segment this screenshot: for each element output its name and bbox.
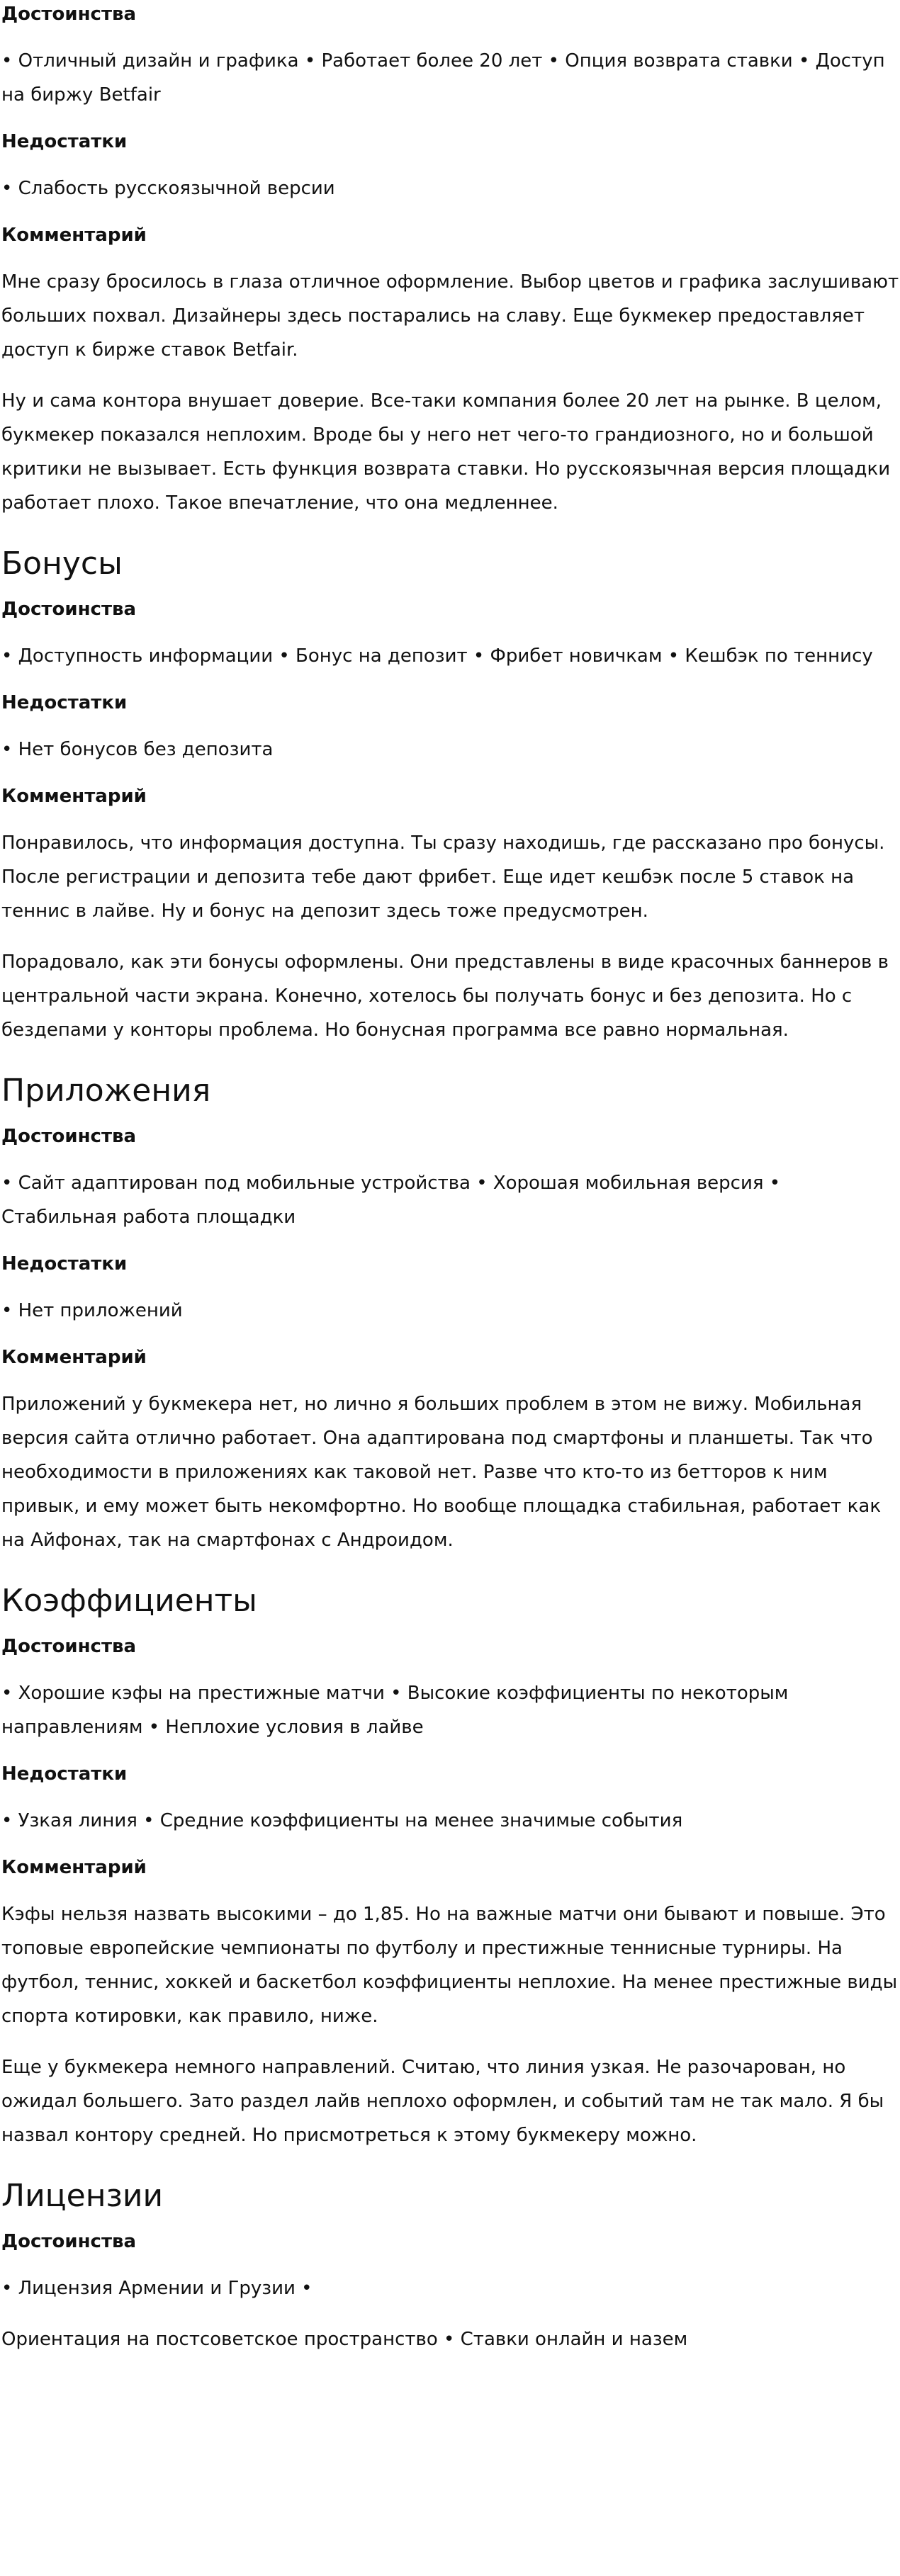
section-bonuses	[1, 544, 900, 1047]
comment-paragraph: Ну и сама контора внушает доверие. Все-таки компания более 20 лет на рынке. В целом, букмекер показался неплохим. Вроде бы у него нет чего-то грандиозного, но и большой критики не вызывает. Есть функция возврата ставки. Но русскоязычная версия площадки работает плохо. Такое впечатление, что она медленнее.	[1, 390, 891, 514]
section-title: Коэффициенты	[1, 1583, 257, 1619]
pros-text: • Сайт адаптирован под мобильные устройства • Хорошая мобильная версия • Стабильная работа площадки	[1, 1173, 781, 1228]
comment-paragraph: Понравилось, что информация доступна. Ты сразу находишь, где рассказано про бонусы. После регистрации и депозита тебе дают фрибет. Еще идет кешбэк после 5 ставок на теннис в лайве. Ну и бонус на депозит здесь тоже предусмотрен.	[1, 832, 885, 922]
comment-paragraph: Приложений у букмекера нет, но лично я больших проблем в этом не вижу. Мобильная версия сайта отлично работает. Она адаптирована под смартфоны и планшеты. Так что необходимости в приложениях как таковой нет. Разве что кто-то из бетторов к ним привык, и ему может быть некомфортно. Но вообще площадка стабильная, работает как на Айфонах, так на смартфонах с Андроидом.	[1, 1394, 882, 1551]
pros-heading: Достоинства	[1, 1126, 137, 1147]
comment-heading: Комментарий	[1, 225, 147, 246]
review-document	[0, 1, 900, 2356]
cons-text: • Нет бонусов без депозита	[1, 739, 274, 760]
pros-heading: Достоинства	[1, 2231, 137, 2252]
section-odds	[1, 1581, 900, 2152]
pros-text: • Доступность информации • Бонус на депозит • Фрибет новичкам • Кешбэк по теннису	[1, 645, 873, 667]
pros-text: • Хорошие кэфы на престижные матчи • Высокие коэффициенты по некоторым направлениям • Неплохие условия в лайве	[1, 1683, 789, 1738]
comment-paragraph: Кэфы нельзя назвать высокими – до 1,85. Но на важные матчи они бывают и повыше. Это топовые европейские чемпионаты по футболу и престижные теннисные турниры. На футбол, теннис, хоккей и баскетбол коэффициенты неплохие. На менее престижные виды спорта котировки, как правило, ниже.	[1, 1904, 898, 2027]
section-title: Лицензии	[1, 2178, 164, 2214]
cons-text: • Нет приложений	[1, 1300, 183, 1321]
section-licenses	[1, 2176, 900, 2356]
pros-heading: Достоинства	[1, 599, 137, 620]
cons-text: • Слабость русскоязычной версии	[1, 178, 335, 199]
section-apps	[1, 1071, 900, 1557]
cons-heading: Недостатки	[1, 131, 128, 152]
section-title: Приложения	[1, 1073, 211, 1109]
pros-heading: Достоинства	[1, 4, 137, 25]
cons-heading: Недостатки	[1, 1253, 128, 1275]
comment-paragraph: Мне сразу бросилось в глаза отличное оформление. Выбор цветов и графика заслушивают больших похвал. Дизайнеры здесь постарались на славу. Еще букмекер предоставляет доступ к бирже ставок Betfair.	[1, 271, 899, 361]
comment-heading: Комментарий	[1, 786, 147, 807]
comment-paragraph: Порадовало, как эти бонусы оформлены. Они представлены в виде красочных баннеров в центральной части экрана. Конечно, хотелось бы получать бонус и без депозита. Но с бездепами у конторы проблема. Но бонусная программа все равно нормальная.	[1, 951, 889, 1041]
pros-text: • Отличный дизайн и графика • Работает более 20 лет • Опция возврата ставки • Доступ на биржу Betfair	[1, 50, 885, 106]
comment-heading: Комментарий	[1, 1347, 147, 1368]
pros-heading: Достоинства	[1, 1636, 137, 1657]
comment-heading: Комментарий	[1, 1857, 147, 1878]
cons-text: • Узкая линия • Средние коэффициенты на менее значимые события	[1, 1810, 683, 1831]
pros-text-continued: Ориентация на постсоветское пространство • Ставки онлайн и назем	[1, 2329, 688, 2350]
cons-heading: Недостатки	[1, 692, 128, 713]
section-general	[1, 1, 900, 520]
pros-text: • Лицензия Армении и Грузии •	[1, 2278, 313, 2299]
section-title: Бонусы	[1, 546, 123, 582]
cons-heading: Недостатки	[1, 1763, 128, 1785]
comment-paragraph: Еще у букмекера немного направлений. Считаю, что линия узкая. Не разочарован, но ожидал большего. Зато раздел лайв неплохо оформлен, и событий там не так мало. Я бы назвал контору средней. Но присмотреться к этому букмекеру можно.	[1, 2057, 884, 2146]
